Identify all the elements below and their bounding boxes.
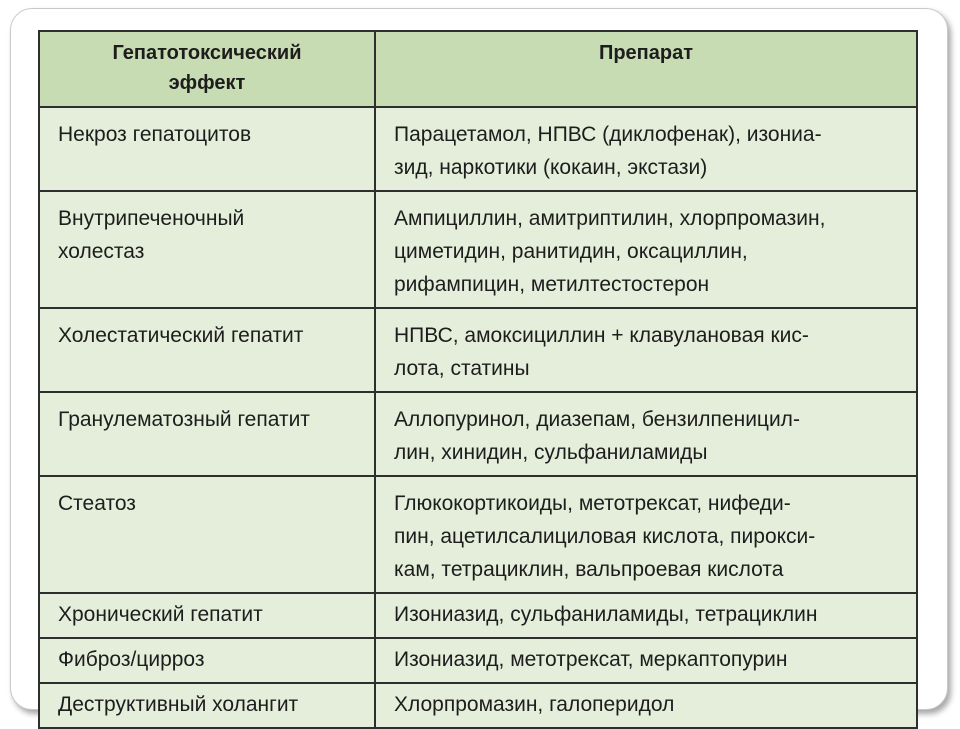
drugs-cell xyxy=(375,392,917,476)
effect-line: Некроз гепатоцитов xyxy=(58,123,252,146)
effect-line: Внутрипеченочный xyxy=(58,207,245,230)
header-effect-line: эффект xyxy=(168,72,246,94)
effect-cell xyxy=(39,392,375,476)
table-row xyxy=(39,638,917,683)
header-drug-line: Препарат xyxy=(598,42,694,64)
drugs-line: Изониазид, сульфаниламиды, тетрациклин xyxy=(394,603,818,626)
drugs-line: НПВС, амоксициллин + клавулановая кис- xyxy=(394,324,809,347)
drugs-line: лин, хинидин, сульфаниламиды xyxy=(394,441,708,464)
header-drug xyxy=(375,31,917,107)
drugs-line: рифампицин, метилтестостерон xyxy=(394,273,710,296)
table-row xyxy=(39,593,917,638)
effect-cell xyxy=(39,593,375,638)
drugs-line: пин, ацетилсалициловая кислота, пирокси- xyxy=(394,525,816,548)
drugs-line: кам, тетрациклин, вальпроевая кислота xyxy=(394,558,784,581)
table-row xyxy=(39,308,917,392)
drugs-line: зид, наркотики (кокаин, экстази) xyxy=(394,156,708,179)
effect-cell xyxy=(39,638,375,683)
drugs-cell xyxy=(375,476,917,593)
drugs-line: Аллопуринол, диазепам, бензилпеницил- xyxy=(394,408,800,431)
effect-line: Стеатоз xyxy=(58,492,136,515)
drugs-cell xyxy=(375,107,917,191)
drugs-line: Хлорпромазин, галоперидол xyxy=(394,693,675,716)
effect-line: Фиброз/цирроз xyxy=(58,648,205,671)
drugs-cell xyxy=(375,638,917,683)
effect-cell xyxy=(39,476,375,593)
hepatotoxicity-table-container xyxy=(38,30,916,716)
table-header-row xyxy=(39,31,917,107)
effect-line: Хронический гепатит xyxy=(58,603,263,626)
drugs-cell xyxy=(375,593,917,638)
drugs-line: Парацетамол, НПВС (диклофенак), изониа- xyxy=(394,123,822,146)
effect-cell xyxy=(39,308,375,392)
drugs-line: Глюкокортикоиды, метотрексат, нифеди- xyxy=(394,492,791,515)
effect-line: Холестатический гепатит xyxy=(58,324,304,347)
hepatotoxicity-table xyxy=(38,30,918,729)
drugs-line: Ампициллин, амитриптилин, хлорпромазин, xyxy=(394,207,826,230)
effect-line: холестаз xyxy=(58,240,145,263)
table-row xyxy=(39,476,917,593)
effect-cell xyxy=(39,683,375,728)
effect-cell xyxy=(39,107,375,191)
table-row xyxy=(39,107,917,191)
effect-line: Гранулематозный гепатит xyxy=(58,408,310,431)
drugs-cell xyxy=(375,191,917,308)
drugs-line: циметидин, ранитидин, оксациллин, xyxy=(394,240,748,263)
drugs-cell xyxy=(375,308,917,392)
effect-line: Деструктивный холангит xyxy=(58,693,299,716)
table-row xyxy=(39,191,917,308)
table-row xyxy=(39,392,917,476)
drugs-line: лота, статины xyxy=(394,357,530,380)
header-effect-line: Гепатотоксический xyxy=(112,42,302,64)
table-row xyxy=(39,683,917,728)
header-effect xyxy=(39,31,375,107)
effect-cell xyxy=(39,191,375,308)
drugs-line: Изониазид, метотрексат, меркаптопурин xyxy=(394,648,788,671)
drugs-cell xyxy=(375,683,917,728)
